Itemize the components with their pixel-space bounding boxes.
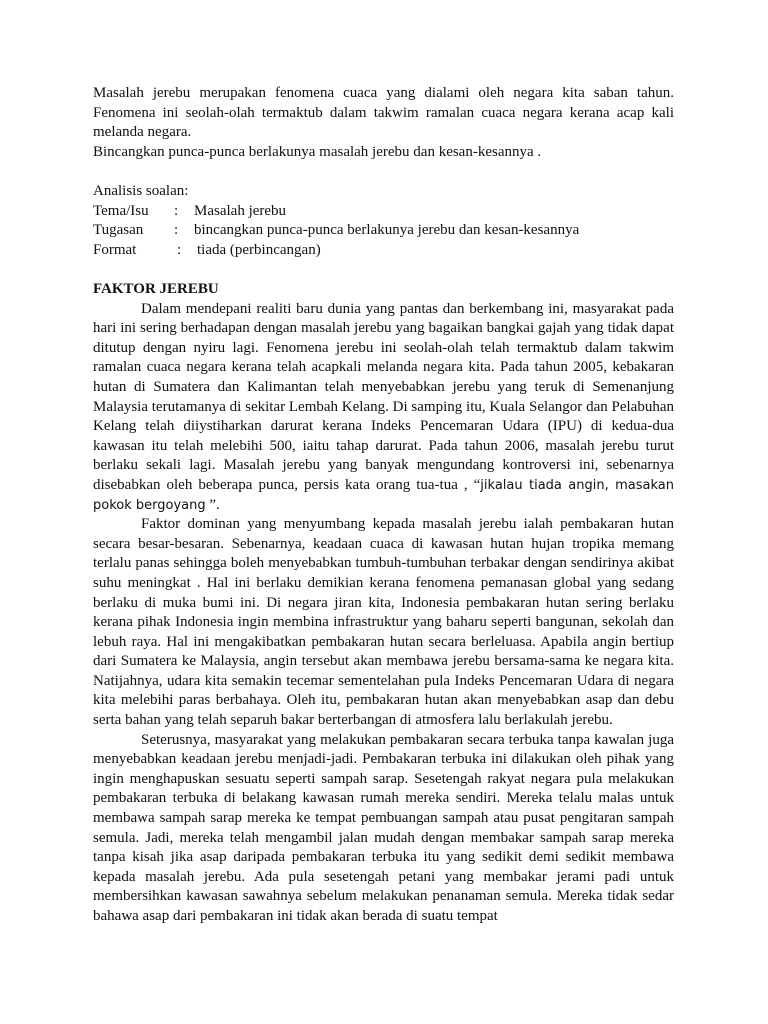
analysis-block bbox=[93, 182, 674, 260]
essay-paragraph: Faktor dominan yang menyumbang kepada masalah jerebu ialah pembakaran hutan secara besar-besaran. Sebenarnya, keadaan cuaca di kawasan hutan hujan tropika memang terlalu panas sehingga boleh menyebabkan tumbuh-tumbuhan terbakar dengan sendirinya akibat suhu meningkat . Hal ini berlaku demikian kerana fenomena pemanasan global yang sedang berlaku di muka bumi ini. Di negara jiran kita, Indonesia pembakaran hutan sering berlaku kerana pihak Indonesia ingin membina infrastruktur yang baharu seperti bangunan, sekolah dan lebuh raya. Hal ini mengakibatkan pembakaran hutan secara berleluasa. Apabila angin bertiup dari Sumatera ke Malaysia, angin tersebut akan membawa jerebu bersama-sama ke negara kita. Natijahnya, udara kita semakin tecemar sementelahan pula Indeks Pencemaran Udara di negara kita melebihi paras berbahaya. Oleh itu, pembakaran hutan akan menyebabkan asap dan debu serta bahan yang telah separuh bakar berterbangan di atmosfera lalu berlakulah jerebu. bbox=[93, 516, 674, 729]
analysis-row-format bbox=[93, 241, 674, 261]
analysis-value: tiada (perbincangan) bbox=[197, 241, 321, 258]
analysis-key: Format bbox=[93, 241, 137, 258]
analysis-row-task bbox=[93, 221, 674, 241]
essay-paragraph: Seterusnya, masyarakat yang melakukan pembakaran secara terbuka tanpa kawalan juga menyebabkan keadaan jerebu menjadi-jadi. Pembakaran terbuka ini dilakukan oleh pihak yang ingin menghapuskan sesuatu seperti sampah sarap. Sesetengah rakyat negara pula melakukan pembakaran terbuka di belakang kawasan rumah mereka sendiri. Mereka telalu malas untuk membawa sampah sarap mereka ke tempat pembuangan sampah atau pusat pengitaran sampah semula. Jadi, mereka telah mengambil jalan mudah dengan membakar sampah sarap mereka tanpa kisah jika asap daripada pembakaran terbuka itu yang sedikit demi sedikit membawa kepada masalah jerebu. Ada pula sesetengah petani yang membakar jerami padi untuk membersihkan kawasan sawahnya sebelum melakukan penanaman semula. Mereka tidak sedar bahawa asap dari pembakaran ini tidak akan berada di suatu tempat bbox=[93, 731, 674, 924]
analysis-key: Tugasan bbox=[93, 222, 144, 239]
analysis-separator: : bbox=[177, 241, 182, 258]
analysis-separator: : bbox=[174, 222, 179, 239]
paragraph-tail: ”. bbox=[205, 496, 220, 513]
analysis-key: Tema/Isu bbox=[93, 202, 149, 219]
paragraph-text: Dalam mendepani realiti baru dunia yang pantas dan berkembang ini, masyarakat pada hari ini sering berhadapan dengan masalah jerebu yang bagaikan bangkai gajah yang tidak dapat ditutup dengan nyiru lagi. Fenomena jerebu ini seolah-olah telah termaktub dalam takwim ramalan cuaca negara kerana telah acapkali melanda negara kita. Pada tahun 2005, kebakaran hutan di Sumatera dan Kalimantan telah menyebabkan jerebu yang teruk di Semenanjung Malaysia terutamanya di sekitar Lembah Kelang. Di samping itu, Kuala Selangor dan Pelabuhan Kelang telah diiystiharkan darurat kerana Indeks Pencemaran Udara (IPU) di kedua-dua kawasan itu telah melebihi 500, iaitu tahap darurat. Pada tahun 2006, masalah jerebu turut berlaku sekali lagi. Masalah jerebu yang banyak mengundang kontroversi ini, sebenarnya disebabkan oleh beberapa punca, persis kata orang tua-tua , “ bbox=[93, 300, 674, 493]
analysis-row-theme bbox=[93, 202, 674, 222]
question-block bbox=[93, 84, 674, 162]
proverb-quote: jikalau tiada angin, masakan pokok bergoyang bbox=[93, 477, 674, 513]
analysis-separator: : bbox=[174, 202, 179, 219]
essay-paragraph bbox=[93, 300, 674, 516]
essay-section bbox=[93, 280, 674, 927]
section-heading: FAKTOR JEREBU bbox=[93, 281, 219, 297]
question-text: Masalah jerebu merupakan fenomena cuaca yang dialami oleh negara kita saban tahun. Fenomena ini seolah-olah termaktub dalam takwim ramalan cuaca negara kerana acap kali melanda negara. bbox=[93, 85, 674, 141]
analysis-value: Masalah jerebu bbox=[194, 202, 287, 219]
question-task: Bincangkan punca-punca berlakunya masalah jerebu dan kesan-kesannya . bbox=[93, 143, 542, 160]
analysis-heading: Analisis soalan: bbox=[93, 183, 189, 199]
analysis-value: bincangkan punca-punca berlakunya jerebu dan kesan-kesannya bbox=[194, 222, 580, 239]
